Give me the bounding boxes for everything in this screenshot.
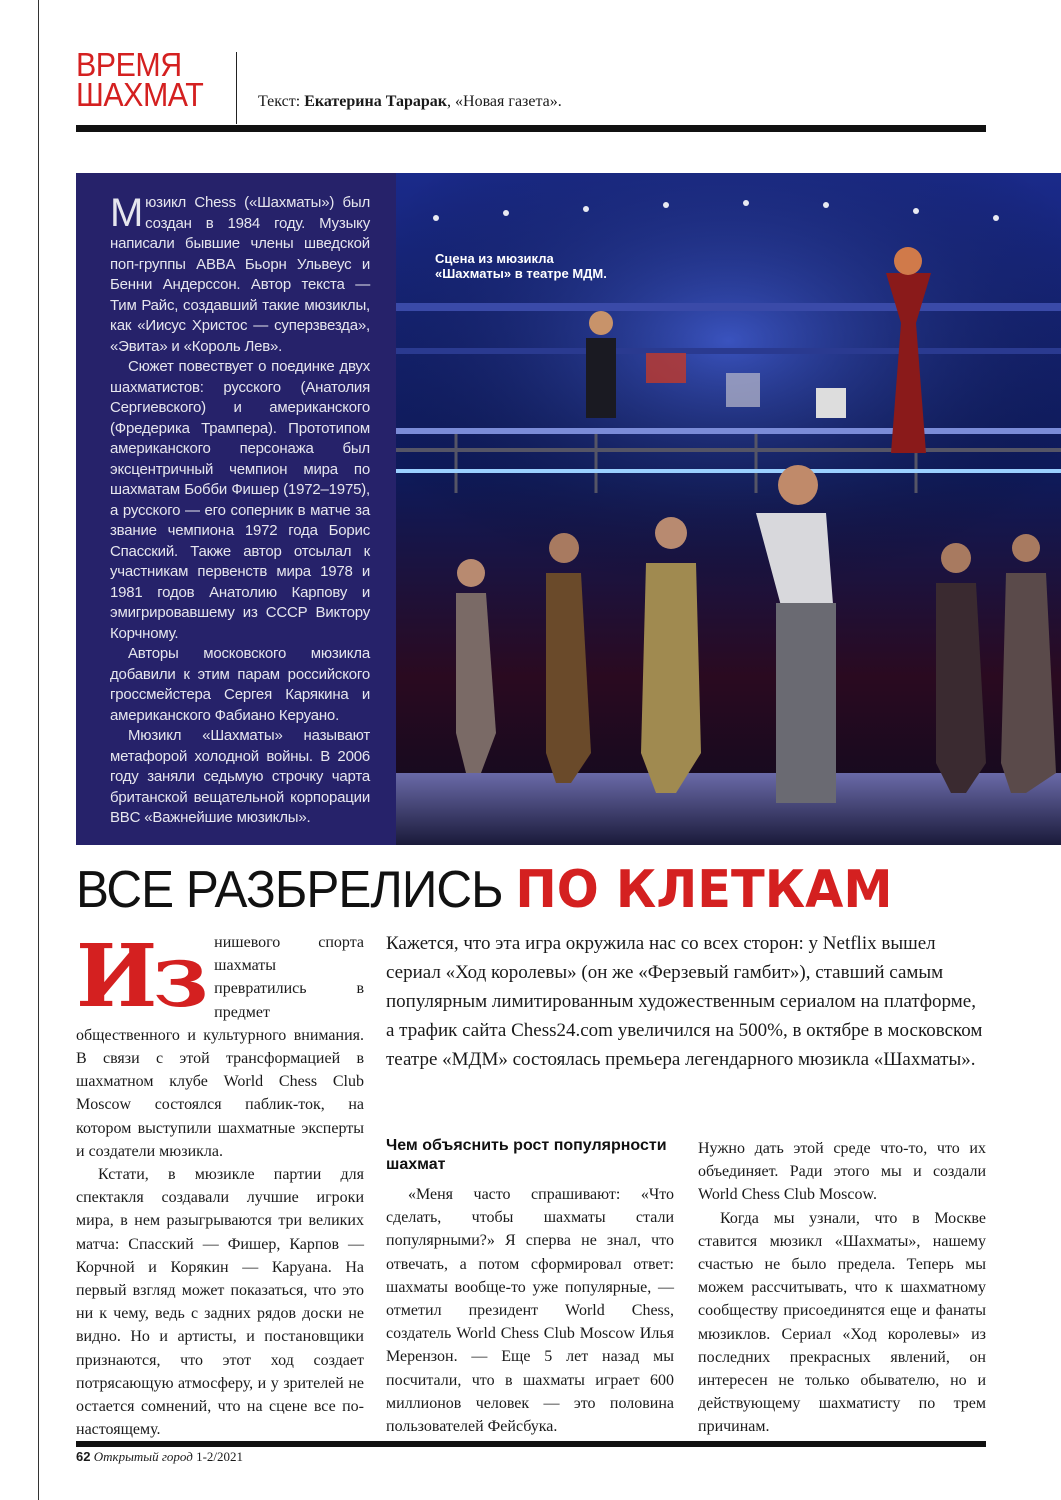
sidebar-paragraph: Мюзикл Chess («Шахматы») был создан в 1984 году. Музыку написали бывшие члены шведской поп-группы ABBA Бьорн Ульвеус и Бенни Андерссон. Автор текста — Тим Райс, создавший такие мюзиклы, как «Иисус Христос — суперзвезда», «Эвита» и «Король Лев». (110, 191, 370, 355)
article-paragraph: «Меня часто спрашивают: «Что сделать, чтобы шахматы стали популярными?» Я сперва не знал, что отвечать, а потом сформировал ответ: шахматы вообще-то уже популярные, — отметил президент World Chess, создатель World Chess Club Moscow Илья Мерензон. — Еще 5 лет назад мы посчитали, что в шахматы играет 600 миллионов человек — это половина пользователей Фейсбука. (386, 1186, 674, 1436)
sidebar-drop-letter: М (110, 191, 144, 235)
byline (258, 93, 562, 111)
photo-caption: Сцена из мюзикла «Шахматы» в театре МДМ. (435, 251, 607, 281)
article-column-3 (698, 1137, 986, 1439)
headline-part-2: ПО КЛЕТКАМ (515, 860, 893, 920)
section-title-line-2: ШАХМАТ (76, 76, 204, 113)
page-number: 62 (76, 1449, 91, 1464)
margin-rule (38, 0, 39, 1500)
sidebar-box (76, 173, 396, 845)
headline (76, 862, 893, 918)
header-divider (236, 52, 237, 124)
bottom-rule (76, 1441, 986, 1447)
lead-paragraph: Кажется, что эта игра окружила нас со всех сторон: у Netflix вышел сериал «Ход королевы» (он же «Ферзевый гамбит»), ставший самым популярным лимитированным художественным сериалом на платформе, а трафик сайта Chess24.com увеличился на 500%, в октябре в московском театре «МДМ» состоялась премьера легендарного мюзикла «Шахматы». (386, 933, 983, 1070)
issue-number: 1-2/2021 (196, 1449, 244, 1464)
sub-heading: Чем объяснить рост популярности шахмат (386, 1137, 667, 1173)
folio (76, 1449, 243, 1465)
article-paragraph: Из нишевого спорта шахматы превратились в предмет общественного и культурного внимания. В связи с этой трансформацией в шахматном клубе World Chess Club Moscow состоялся паблик-ток, на котором выступили шахматные эксперты и создатели мюзикла. (76, 926, 364, 1160)
article-paragraph: Нужно дать этой среде что-то, что их объединяет. Ради этого мы и создали World Chess Club Moscow. (698, 1140, 986, 1204)
article-column-1 (76, 926, 364, 1441)
byline-prefix: Текст: (258, 93, 305, 110)
article-column-2 (386, 1183, 674, 1438)
sidebar-paragraph: Мюзикл «Шахматы» называют метафорой холодной войны. В 2006 году заняли седьмую строчку чарта британской вещательной корпорации BBC «Важнейшие мюзиклы». (110, 727, 370, 826)
top-rule (76, 125, 986, 132)
drop-cap: Из (76, 926, 205, 1027)
sidebar-paragraph: Авторы московского мюзикла добавили к этим парам российского гроссмейстера Сергея Карякина и американского Фабиано Керуано. (110, 645, 370, 724)
byline-author: Екатерина Тарарак (304, 93, 448, 110)
section-title-line-1: ВРЕМЯ (76, 46, 182, 83)
headline-part-1: ВСЕ РАЗБРЕЛИСЬ (76, 861, 516, 919)
magazine-name: Открытый город (93, 1449, 193, 1464)
article-paragraph: Кстати, в мюзикле партии для спектакля создавали лучшие игроки мира, в нем разыгрываются три великих матча: Спасский — Фишер, Карпов — Корчной и Корякин — Каруана. На первый взгляд может показаться, что это ни к чему, ведь с задних рядов доски не видно. Но и артисты, и постановщики признаются, что этот ход создает потрясающую атмосферу, и у зрителей не остается сомнений, что на сцене все по-настоящему. (76, 1166, 364, 1439)
sidebar-paragraph: Сюжет повествует о поединке двух шахматистов: русского (Анатолия Сергиевского) и американского (Фредерика Трампера). Прототипом американского персонажа был эксцентричный чемпион мира по шахматам Бобби Фишер (1972–1975), а русского — его соперник в матче за звание чемпиона 1972 года Борис Спасский. Также автор отсылал к участникам первенств мира 1978 и 1981 годов Анатолию Карпову и эмигрировавшему из СССР Виктору Корчному. (110, 358, 370, 642)
section-title (76, 46, 223, 113)
article-paragraph: Когда мы узнали, что в Москве ставится мюзикл «Шахматы», нашему счастью не было предела. Теперь мы можем рассчитывать, что к шахматному сообществу присоединятся еще и фанаты мюзиклов. Сериал «Ход королевы» из последних прекрасных явлений, он интересен не только обывателю, но и действующему шахматисту по трем причинам. (698, 1209, 986, 1436)
byline-suffix: , «Новая газета». (447, 93, 562, 110)
